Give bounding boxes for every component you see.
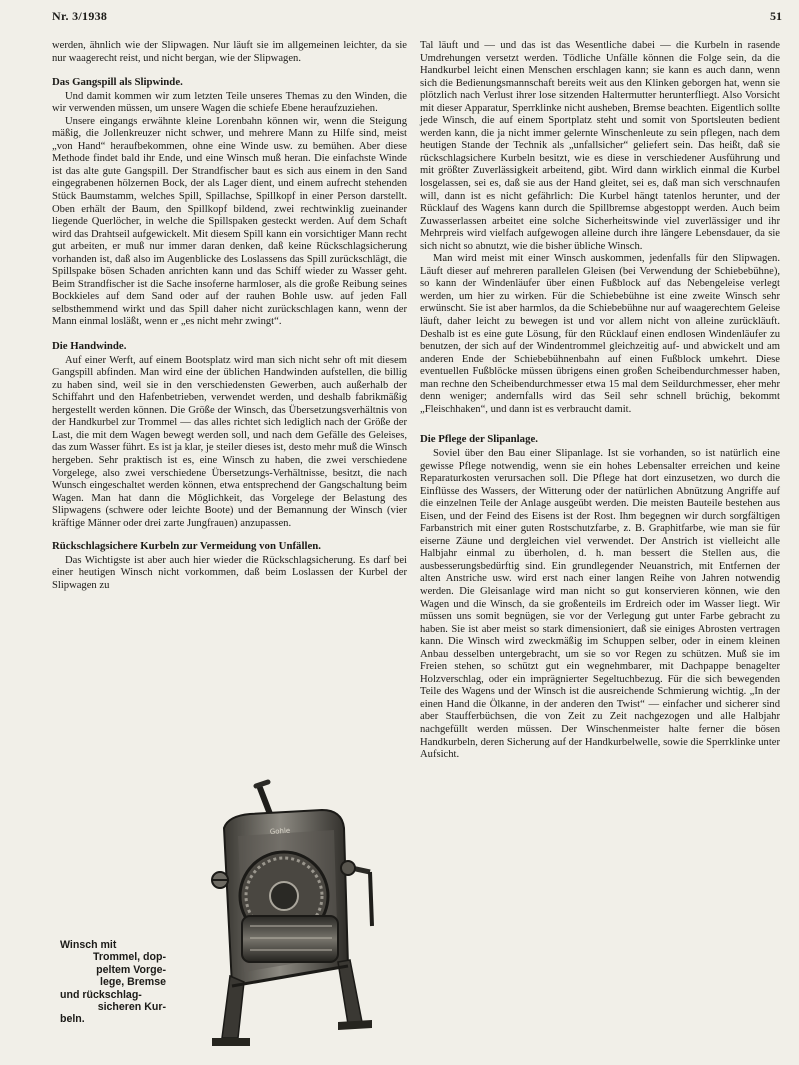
paragraph-gangspill-2: Unsere eingangs erwähnte kleine Lorenbahn können wir, wenn die Steigung mäßig, die Jollenkreuzer nicht schwer, und mehrere Mann zu Hilfe sind, meist „von Hand“ heraufbekommen, ohne eine Winde usw. zu bemühen. Aber diese Methode findet bald ihr Ende, und eine Winsch muß heran. Die einfachste Winde ist das alte gute Gangspill. Der Strandfischer baut es sich aus einem in den Sand eingegrabenen hölzernen Bock, der als Lager dient, und einem aufrecht stehenden Stück Baumstamm, welches Spill, Spillachse, Spillkopf in einer Person darstellt. Oben erhält der Baum, den Spillkopf bildend, zwei rechtwinklig zueinander liegende Querlöcher, in welche die Spillspaken gesteckt werden. Auf dem Schaft wird das Drahtseil aufgewickelt. Mit diesem Spill kann ein vorsichtiger Mann recht gut arbeiten, er muß nur immer daran denken, daß keine Rückschlagsicherung vorhanden ist, daß also im Augenblicke des Loslassens das Spill zurückschlägt, die Spillspake bösen Schaden anrichten kann und das Schiff wieder zu Wasser geht. Beim Strandfischer ist die Sache insoferne harmloser, als die große Reibung seines Bockkieles auf dem Sand oder auf der rauhen Bohle usw. auf jeden Fall selbsthemmend wirkt und das Spill daher nicht zurückschlagen kann, wenn der Mann einmal losläßt, wenn er „es nicht mehr zwingt“. <box>52 115 407 328</box>
paragraph-pflege: Soviel über den Bau einer Slipanlage. Ist sie vorhanden, so ist natürlich eine gewisse Pflege notwendig, wenn sie ein hohes Lebensalter erreichen und keine Reparaturkosten verursachen soll. Die Pflege hat dort einzusetzen, wo durch die Einflüsse des Wassers, der Witterung oder der natürlichen Abnützung Angriffe auf die einzelnen Teile der Anlage ausgeübt werden. Die meisten Bauteile bestehen aus Eisen, und der Feind des Eisens ist der Rost. Ihm begegnen wir durch sorgfältigen Farbanstrich mit einer guten Rostschutzfarbe, z. B. Graphitfarbe, wie man sie für eiserne Zäune und dergleichen viel verwendet. Der Anstrich ist vielleicht alle Halbjahr einmal zu überholen, d. h. man bessert die Stellen aus, die ausbesserungsbedürftig sind. Ein grundlegender Neuanstrich, mit Entfernen der alten Anstriche usw. wird erst nach einer langen Reihe von Jahren notwendig werden. Die Gleisanlage wird man nicht so gut konservieren können, wie den Wagen und die Winsch, da sie großenteils im Erdreich oder im Wasser liegt. Wir müssen uns somit begnügen, sie vor der Verlegung gut unter Farbe gebracht zu haben. Sie ist aber meist so stark dimensioniert, daß sie einiges Abrosten vertragen kann. Die Winsch wird zweckmäßig im Schuppen selber, oder in einem kleinen Anbau desselben untergebracht, um sie so vor Regen zu schützen. Muß sie im Freien stehen, so schützt gut ein wegnehmbarer, mit Dachpappe benagelter Holzverschlag, oder ein imprägnierter Segeltuchbezug. Für die sich bewegenden Teile des Wagens und der Winsch ist die ausreichende Schmierung wichtig. „In der einen Hand die Ölkanne, in der anderen den Twist“ — einfacher und sicherer sind aber Staufferbüchsen, die von Zeit zu Zeit nachgezogen und alle Halbjahr nachgefüllt werden müssen. Der Winschenmeister halte ferner die bösen Handkurbeln, deren Sicherung auf der Handkurbelwelle, sowie die Sperrklinke unter Aufsicht. <box>420 447 780 761</box>
caption-line: Winsch mit <box>60 939 117 951</box>
paragraph-gangspill-1: Und damit kommen wir zum letzten Teile unseres Themas zu den Winden, die wir verwenden müssen, um unsere Wagen die schiefe Ebene heraufzuziehen. <box>52 90 407 115</box>
caption-line: Trommel, dop- <box>93 951 166 964</box>
caption-line: peltem Vorge- <box>96 963 166 976</box>
plate-lettering: Gohle <box>269 826 291 836</box>
caption-line: und rückschlag- <box>60 988 142 1001</box>
paragraph-handwinde: Auf einer Werft, auf einem Bootsplatz wird man sich nicht sehr oft mit diesem Gangspill abfinden. Man wird eine der üblichen Handwinden aufstellen, die billig zu haben sind, weil sie in den verschiedensten Gewerben, auch außerhalb der Schiffahrt und den Hafenbetrieben, verwendet werden, und deshalb fabrikmäßig hergestellt werden können. Die Größe der Winsch, das Übersetzungsverhältnis von der Handkurbel zur Trommel — das alles richtet sich lediglich nach der Größe der Last, die mit dem Wagen bewegt werden soll, und nach dem Gefälle des Geleises, das zum Wasser führt. Es ist ja klar, je steiler dieses ist, desto mehr muß die Winsch hergeben. Sehr praktisch ist es, eine Winsch zu haben, die zwei verschiedene Vorgelege, also zwei verschiedene Übersetzungs-Verhältnisse, besitzt, die nach Wunsch eingeschaltet werden können, etwa entsprechend der Gangschaltung beim Wagen. Man hat dann die Möglichkeit, das Vorgelege der Belastung des Slipwagens (schwere oder leichte Boote) und der Bemannung der Winsch (vier kräftige Männer oder drei zarte Jungfrauen) anzupassen. <box>52 354 407 529</box>
page-number: 51 <box>770 9 782 23</box>
winch-illustration-icon <box>172 776 382 1056</box>
paragraph-auskommen: Man wird meist mit einer Winsch auskommen, jedenfalls für den Slipwagen. Läuft dieser auf mehreren parallelen Gleisen (bei Verwendung der Schiebebühne), so kann der Windenläufer über einen Fußblock auf das Nebengeleise verlegt werden, um hier zu wirken. Für die Schiebebühne ist eine zweite Winsch sehr erwünscht. Sie ist aber harmlos, da die Schiebebühne nur auf waagerechtem Geleise läuft, daher leicht zu bewegen ist und vor allem nicht von alleine zurückläuft. Deshalb ist es eine gute Lösung, für den Rücklauf einen endlosen Windenläufer zu benutzen, der sich auf der Windentrommel gleichzeitig auf- und abwickelt und am anderen Ende der Schiebebühnenbahn auf einen Fußblock umkehrt. Diese eventuellen Fußblöcke müssen übrigens einen großen Scheibendurchmesser haben, man rechne den Scheibendurchmesser etwa 15 mal dem Seildurchmesser, eher mehr denn weniger; andernfalls wird das Seil sehr schnell brüchig, bekommt „Fleischhaken“, und dann ist es verbraucht damit. <box>420 253 780 415</box>
heading-rueckschlag: Rückschlagsichere Kurbeln zur Vermeidung von Unfällen. <box>52 540 321 553</box>
caption-line: lege, Bremse <box>100 976 166 989</box>
paragraph-intro: werden, ähnlich wie der Slipwagen. Nur läuft sie im allgemeinen leichter, da sie nur waagerecht reist, und nicht bergan, wie der Slipwagen. <box>52 40 407 64</box>
heading-handwinde: Die Handwinde. <box>52 340 127 353</box>
paragraph-continued: Tal läuft und — und das ist das Wesentliche dabei — die Kurbeln in rasende Umdrehungen versetzt werden. Tödliche Unfälle können die Folge sein, da die Handkurbel leicht einen Menschen erschlagen kann; sie kann es auch dann, wenn sich die Bedienungsmannschaft bereits weit aus den Klinken geborgen hat, wenn sie plötzlich nach Verlust ihrer lose sitzenden Haltermutter herunterfliegt. Also Vorsicht mit dieser Apparatur, Sperrklinke nicht ausheben, Bremse beachten. Eigentlich sollte jede Winsch, die auf einem Sportplatz steht und somit von Sportsleuten bedient werden kann, die ja nicht immer gelernte Winschenleute zu sein pflegen, nach dem heutigen Stande der Technik als „unfallsicher“ geliefert sein. Das heißt, daß sie rückschlagsichere Kurbeln besitzt, wie es diese in verschiedener Ausführung und mit größter Zuverlässigkeit arbeitend, gibt. Wird dann wirklich einmal die Kurbel losgelassen, sei es, daß sie aus der Hand gleitet, sei es, daß man sich verschnaufen will, dann ist es nicht gefährlich: Die Kurbel hängt tatenlos herunter, und der Rücklauf des Wagens kann durch die Spillbremse abgestoppt werden. Auch beim Zuwasserlassen arbeitet eine solche Sicherheitswinde viel zuverlässiger und ihr Mehrpreis wird vielfach aufgewogen alleine durch ihre längere Lebensdauer, da sie sich nicht so abnutzt, wie die bisher übliche Winsch. <box>420 40 780 252</box>
caption-line: sicheren Kur- <box>97 1001 166 1014</box>
paragraph-rueckschlag: Das Wichtigste ist aber auch hier wieder die Rückschlagsicherung. Es darf bei einer heutigen Winsch nicht vorkommen, daß beim Loslassen der Kurbel der Slipwagen zu <box>52 554 407 591</box>
left-column <box>52 40 407 592</box>
figure-caption <box>60 939 166 1026</box>
right-column <box>420 40 780 762</box>
caption-line: beln. <box>60 1013 85 1026</box>
heading-pflege: Die Pflege der Slipanlage. <box>420 433 538 446</box>
issue-number: Nr. 3/1938 <box>52 9 108 23</box>
winch-figure <box>52 776 374 1060</box>
heading-gangspill: Das Gangspill als Slipwinde. <box>52 76 183 89</box>
